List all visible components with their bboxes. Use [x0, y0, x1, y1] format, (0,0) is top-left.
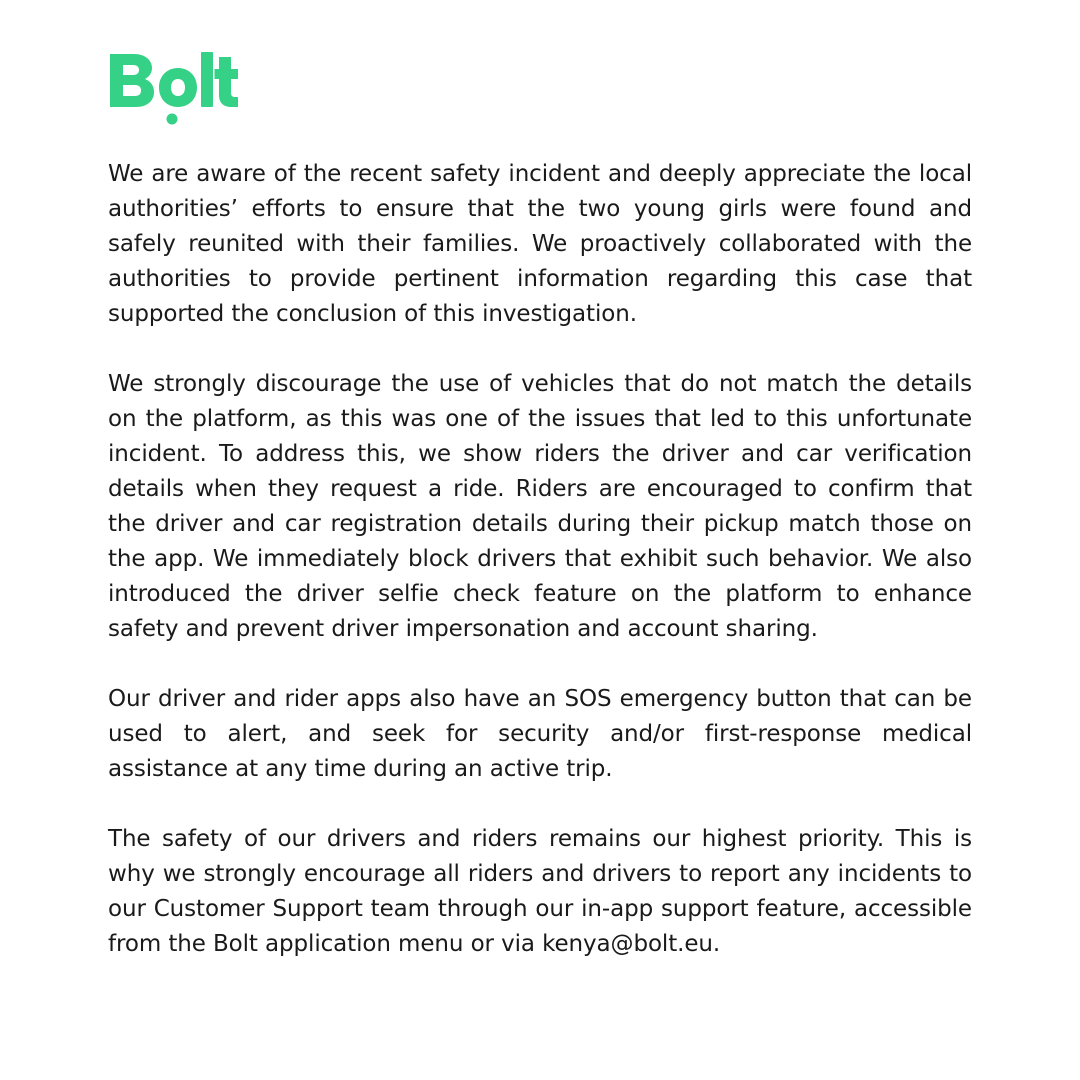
statement-paragraph: We strongly discourage the use of vehicles that do not match the details on the platform, as this was one of the issues that led to this unfortunate incident. To address this, we show riders the driver and car verification details when they request a ride. Riders are encouraged to confirm that the driver and car registration details during their pickup match those on the app. We immediately block drivers that exhibit such behavior. We also introduced the driver selfie check feature on the platform to enhance safety and prevent driver impersonation and account sharing. — [108, 371, 972, 642]
statement-paragraph: We are aware of the recent safety incident and deeply appreciate the local authorities’ efforts to ensure that the two young girls were found and safely reunited with their families. We proactively collaborated with the authorities to provide pertinent information regarding this case that supported the conclusion of this investigation. — [108, 161, 972, 327]
statement-paragraph: Our driver and rider apps also have an SOS emergency button that can be used to alert, and seek for security and/or first-response medical assistance at any time during an active trip. — [108, 686, 972, 782]
statement-body — [108, 157, 972, 962]
statement-paragraph: The safety of our drivers and riders remains our highest priority. This is why we strongly encourage all riders and drivers to report any incidents to our Customer Support team through our in-app support feature, accessible from the Bolt application menu or via kenya@bolt.eu. — [108, 826, 972, 957]
bolt-wordmark-logo-icon — [108, 48, 238, 128]
bolt-logo — [108, 48, 238, 128]
